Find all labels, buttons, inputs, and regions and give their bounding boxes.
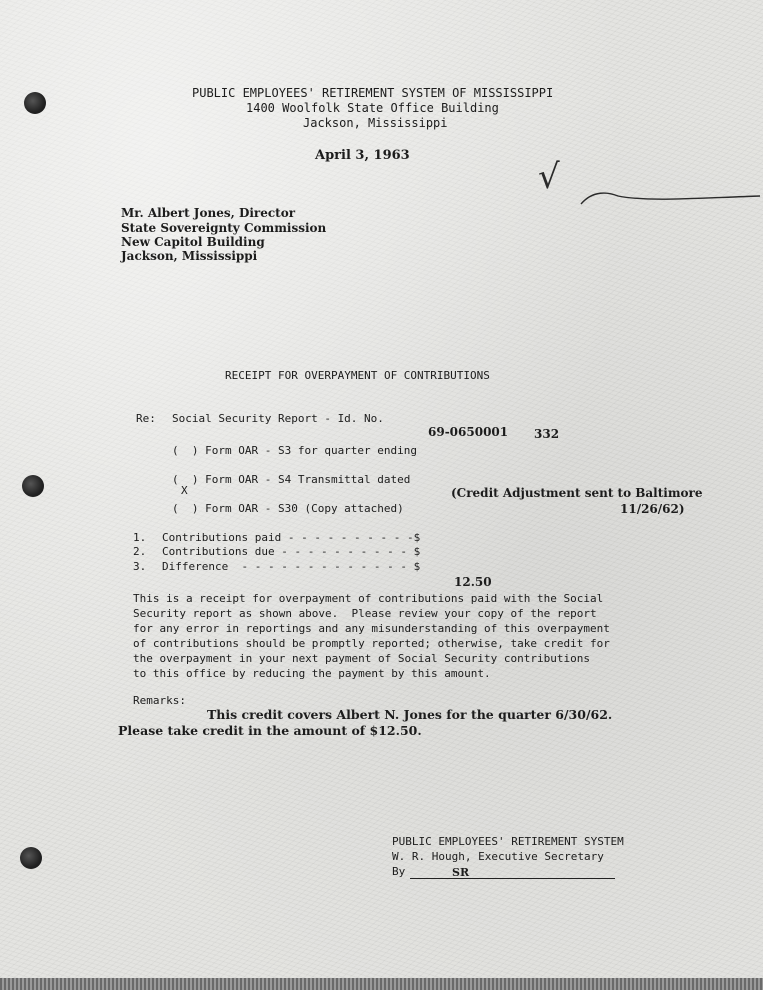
letterhead-address-line2: Jackson, Mississippi [303, 116, 448, 130]
form-s30-option: ( ) Form OAR - S30 (Copy attached) [172, 502, 404, 515]
subject-heading: RECEIPT FOR OVERPAYMENT OF CONTRIBUTIONS [225, 369, 490, 382]
re-label: Re: [136, 412, 156, 425]
handwritten-stroke-icon [578, 182, 763, 212]
item-number-1: 1. [133, 531, 147, 544]
remarks-line-1: This credit covers Albert N. Jones for the quarter 6/30/62. [207, 707, 613, 722]
form-s3-option: ( ) Form OAR - S3 for quarter ending [172, 444, 418, 457]
body-line-5: the overpayment in your next payment of Social Security contributions [133, 652, 590, 665]
recipient-line4: Jackson, Mississippi [121, 249, 258, 263]
punch-hole-middle [22, 475, 44, 497]
id-suffix: 332 [534, 427, 560, 441]
signature-name: W. R. Hough, Executive Secretary [392, 850, 604, 863]
check-mark-icon: √ [538, 157, 560, 197]
item-difference: Difference - - - - - - - - - - - - - $ [162, 560, 421, 573]
difference-value: 12.50 [454, 575, 492, 589]
punch-hole-bottom [20, 847, 42, 869]
body-line-1: This is a receipt for overpayment of contributions paid with the Social [133, 592, 604, 605]
remarks-line-2: Please take credit in the amount of $12.50. [118, 723, 422, 738]
id-number: 69-0650001 [428, 425, 509, 439]
credit-adjustment-note: (Credit Adjustment sent to Baltimore [451, 486, 703, 500]
letter-date: April 3, 1963 [315, 148, 410, 163]
form-s4-option: ( ) Form OAR - S4 Transmittal dated [172, 473, 411, 486]
credit-adjustment-date: 11/26/62) [620, 502, 685, 516]
item-number-3: 3. [133, 560, 147, 573]
remarks-label: Remarks: [133, 694, 186, 707]
recipient-line2: State Sovereignty Commission [121, 221, 327, 235]
recipient-line1: Mr. Albert Jones, Director [121, 206, 296, 220]
body-line-6: to this office by reducing the payment by this amount. [133, 667, 491, 680]
body-line-2: Security report as shown above. Please review your copy of the report [133, 607, 597, 620]
signature-org: PUBLIC EMPLOYEES' RETIREMENT SYSTEM [392, 835, 624, 848]
item-number-2: 2. [133, 545, 147, 558]
signature-line [410, 878, 615, 879]
punch-hole-top [24, 92, 46, 114]
signature-initials: SR [452, 866, 470, 879]
body-line-4: of contributions should be promptly reported; otherwise, take credit for [133, 637, 610, 650]
recipient-line3: New Capitol Building [121, 235, 265, 249]
letterhead-address-line1: 1400 Woolfolk State Office Building [246, 101, 499, 115]
item-contributions-paid: Contributions paid - - - - - - - - - -$ [162, 531, 421, 544]
scan-bottom-edge [0, 978, 763, 990]
ss-report-label: Social Security Report - Id. No. [172, 412, 384, 425]
body-line-3: for any error in reportings and any misunderstanding of this overpayment [133, 622, 610, 635]
signature-by-label: By [392, 865, 406, 878]
letterhead-org: PUBLIC EMPLOYEES' RETIREMENT SYSTEM OF MISSISSIPPI [192, 86, 554, 100]
form-s4-check-mark: X [181, 484, 188, 497]
item-contributions-due: Contributions due - - - - - - - - - - $ [162, 545, 421, 558]
